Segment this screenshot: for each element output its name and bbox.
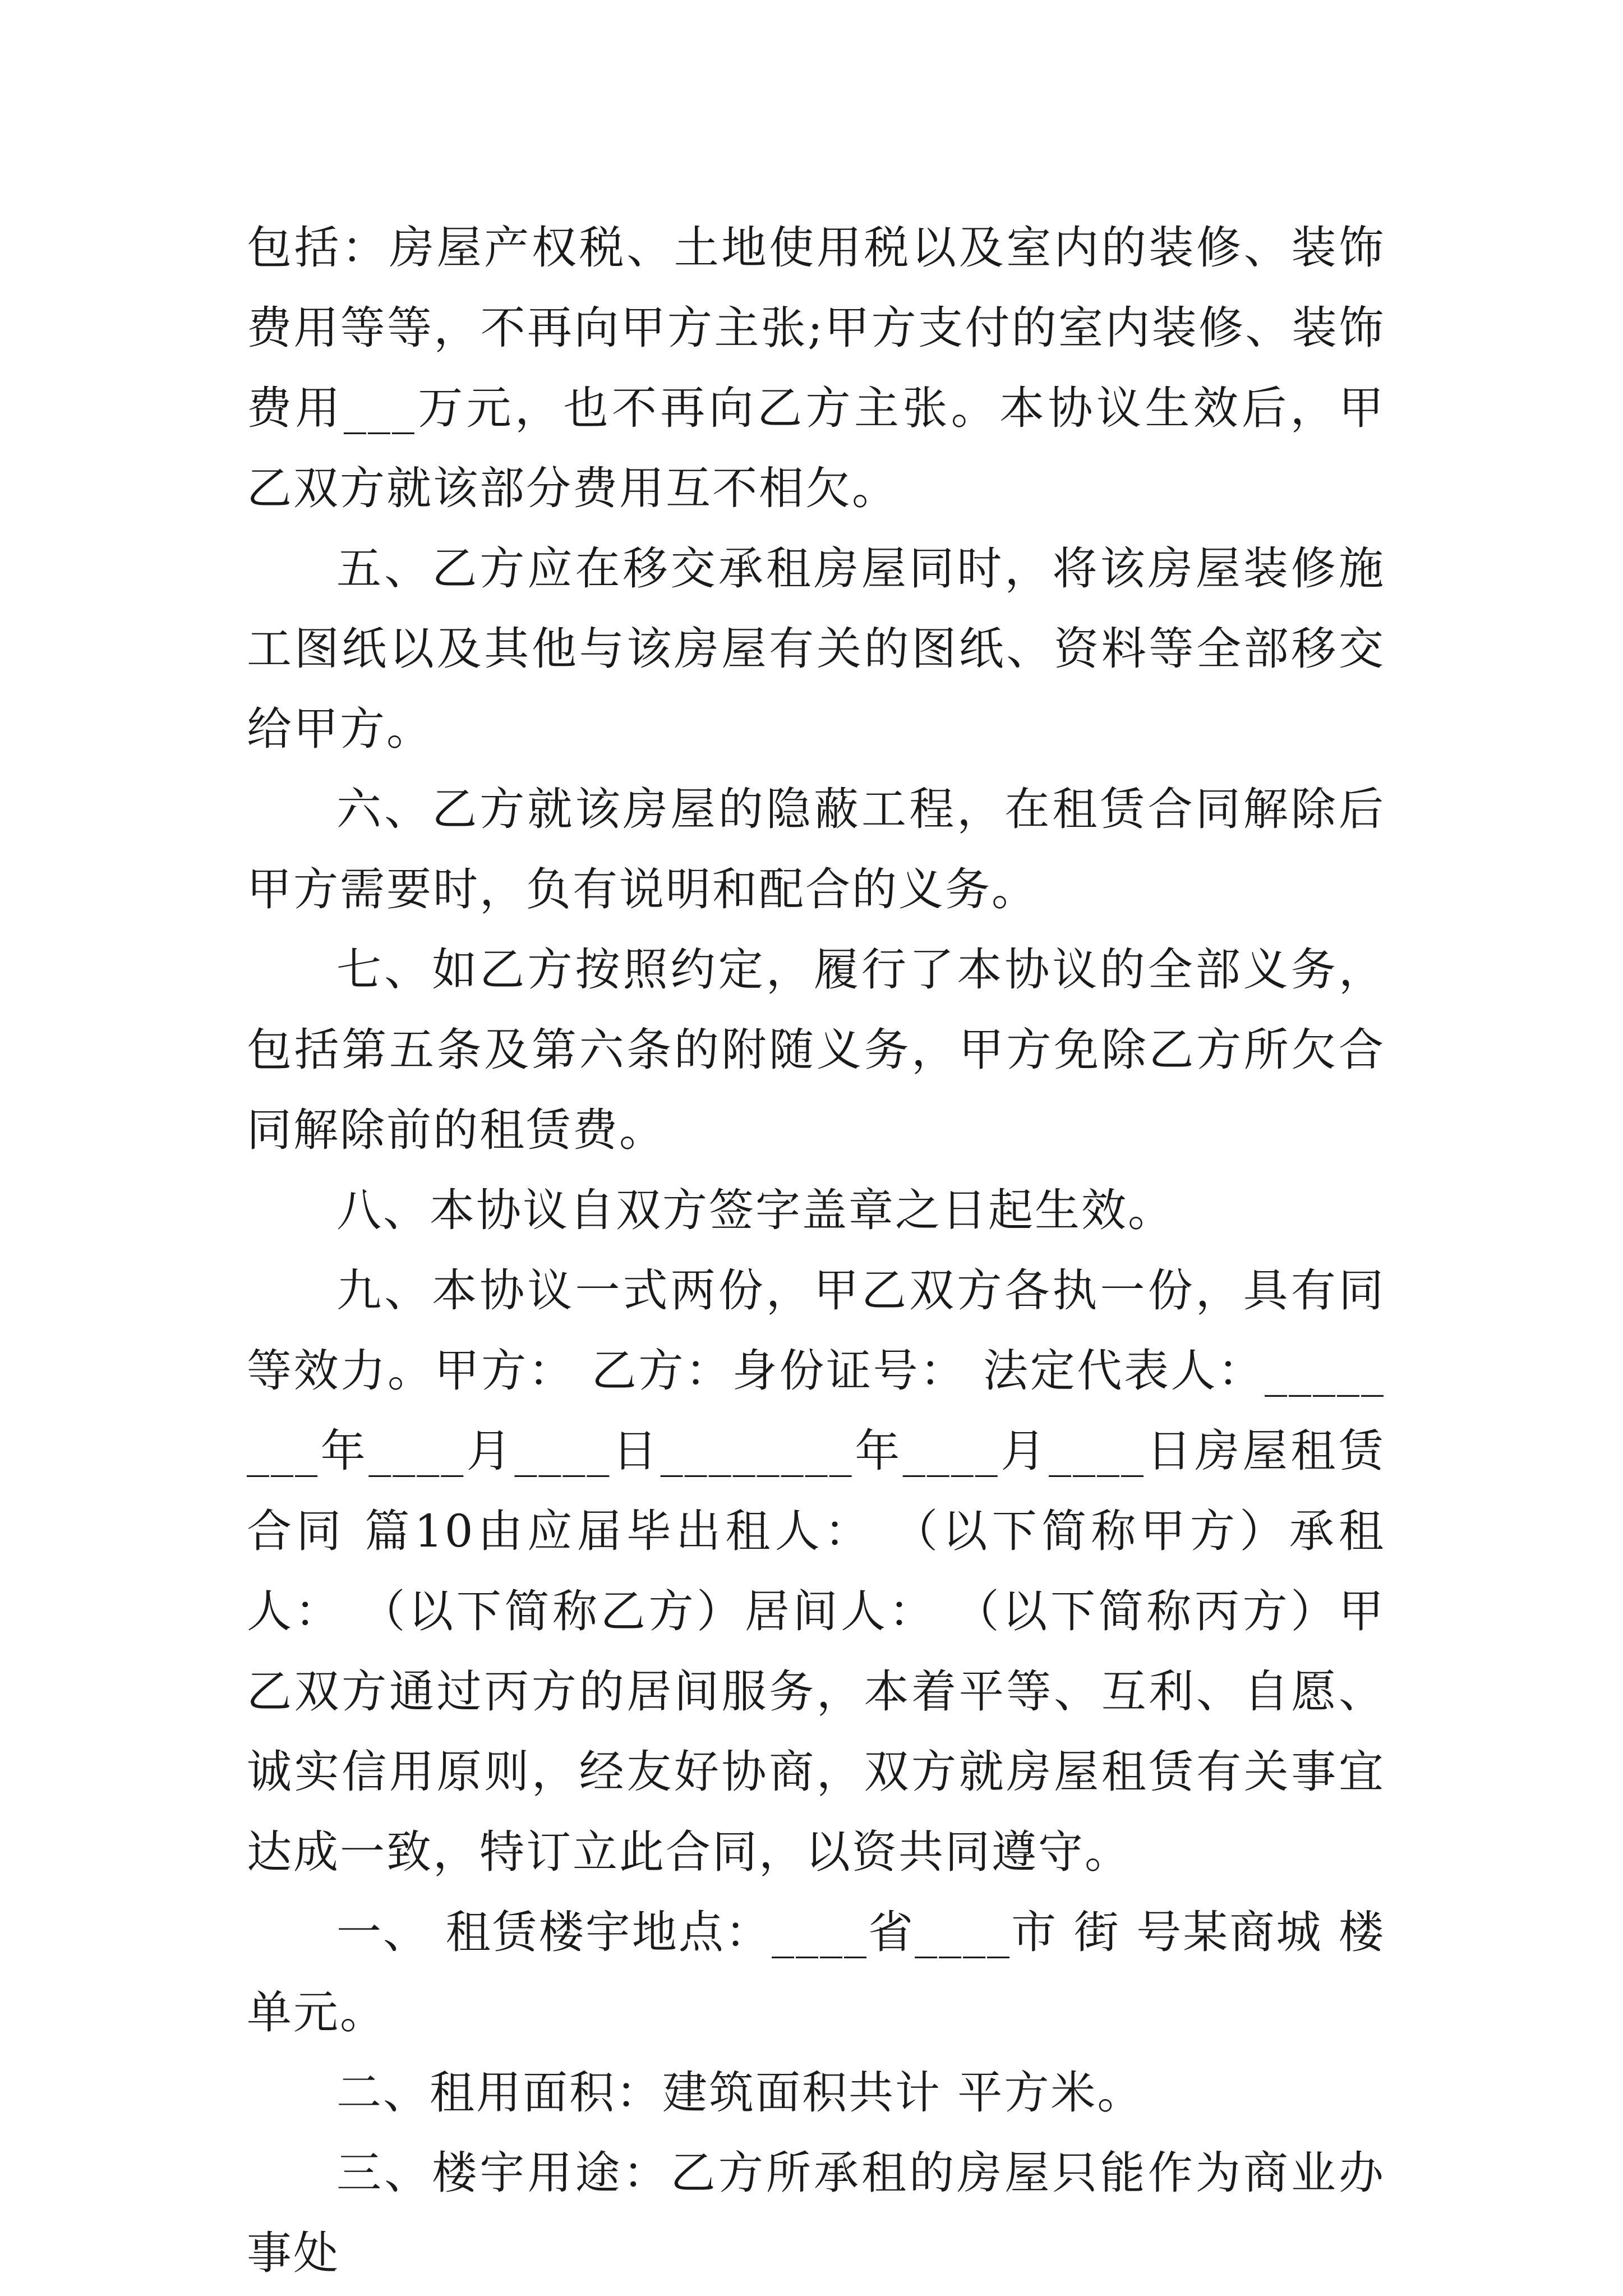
paragraph-clause-6: 六、乙方就该房屋的隐蔽工程，在租赁合同解除后甲方需要时，负有说明和配合的义务。 [247, 783, 1385, 915]
paragraph-lease-location: 一、 租赁楼宇地点：____省____市 街 号某商城 楼 单元。 [247, 1906, 1385, 2039]
paragraph-clause-8: 八、本协议自双方签字盖章之日起生效。 [336, 1184, 1174, 1236]
paragraph-clause-9: 九、本协议一式两份，甲乙双方各执一份，具有同等效力。甲方： 乙方：身份证号： 法定代表人：________年____月____日________年____月____日房屋租赁合同 篇10由应届毕出租人： （以下简称甲方）承租人： （以下简称乙方）居间人： （以下简称丙方）甲乙双方通过丙方的居间服务，本着平等、互利、自愿、诚实信用原则，经友好协商，双方就房屋租赁有关事宜达成一致，特订立此合同，以资共同遵守。 [247, 1264, 1385, 1878]
paragraph-clause-5: 五、乙方应在移交承租房屋同时，将该房屋装修施工图纸以及其他与该房屋有关的图纸、资料等全部移交给甲方。 [247, 542, 1385, 755]
paragraph-fees: 包括：房屋产权税、土地使用税以及室内的装修、装饰费用等等，不再向甲方主张;甲方支付的室内装修、装饰费用___万元，也不再向乙方主张。本协议生效后，甲乙双方就该部分费用互不相欠。 [247, 222, 1385, 514]
document-body [247, 208, 1385, 2293]
paragraph-lease-area: 二、租用面积：建筑面积共计 平方米。 [336, 2067, 1144, 2119]
paragraph-clause-7: 七、如乙方按照约定，履行了本协议的全部义务，包括第五条及第六条的附随义务，甲方免除乙方所欠合同解除前的租赁费。 [247, 944, 1385, 1156]
paragraph-lease-usage: 三、楼宇用途：乙方所承租的房屋只能作为商业办事处 [247, 2147, 1385, 2279]
